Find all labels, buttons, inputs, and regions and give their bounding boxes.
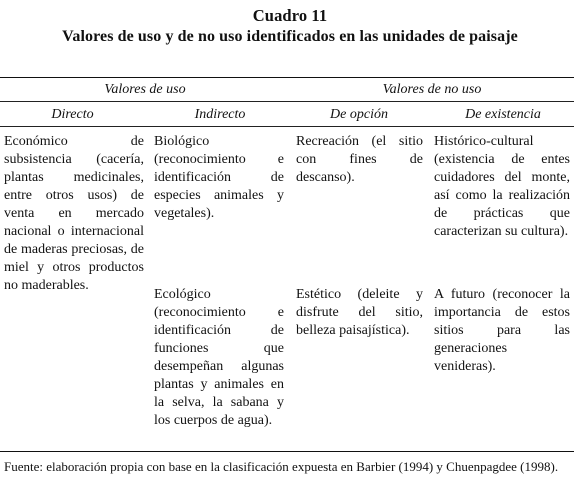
group-header-no-uso: Valores de no uso (382, 82, 482, 97)
cell-existencia-historico: Histórico-cultural (existencia de entes cuidadores del monte, así como la realización de prácticas que caracterizan su cultura). (434, 134, 570, 239)
top-rule (0, 77, 574, 78)
cell-indirecto-biologico: Biológico (reconocimiento e identificación de especies animales y vegetales). (154, 134, 284, 221)
table-title: Cuadro 11 (252, 6, 328, 25)
source-note: Fuente: elaboración propia con base en la clasificación expuesta en Barbier (1994) y Chuenpagdee (1998). (4, 459, 559, 474)
cell-directo: Económico de subsistencia (cacería, plantas medicinales, entre otros usos) de venta en mercado nacional o internacional de maderas preciosas, de miel y otros productos no maderables. (4, 134, 144, 293)
cell-opcion-recreacion: Recreación (el sitio con fines de descanso). (296, 134, 423, 185)
column-header-indirecto: Indirecto (194, 107, 246, 122)
header-rule (0, 126, 574, 127)
cell-opcion-estetico: Estético (deleite y disfrute del sitio, belleza paisajística). (296, 287, 423, 338)
group-rule (0, 101, 574, 102)
column-header-opcion: De opción (330, 107, 388, 122)
bottom-rule (0, 451, 574, 452)
group-header-uso: Valores de uso (104, 82, 186, 97)
cell-existencia-futuro: A futuro (reconocer la importancia de estos sitios para las generaciones venideras). (434, 287, 570, 374)
cell-indirecto-ecologico: Ecológico (reconocimiento e identificación de funciones que desempeñan algunas plantas y animales en la selva, la sabana y los cuerpos de agua). (154, 287, 284, 428)
column-header-existencia: De existencia (465, 107, 541, 122)
table-subtitle: Valores de uso y de no uso identificados en las unidades de paisaje (62, 28, 518, 45)
column-header-directo: Directo (51, 107, 94, 122)
